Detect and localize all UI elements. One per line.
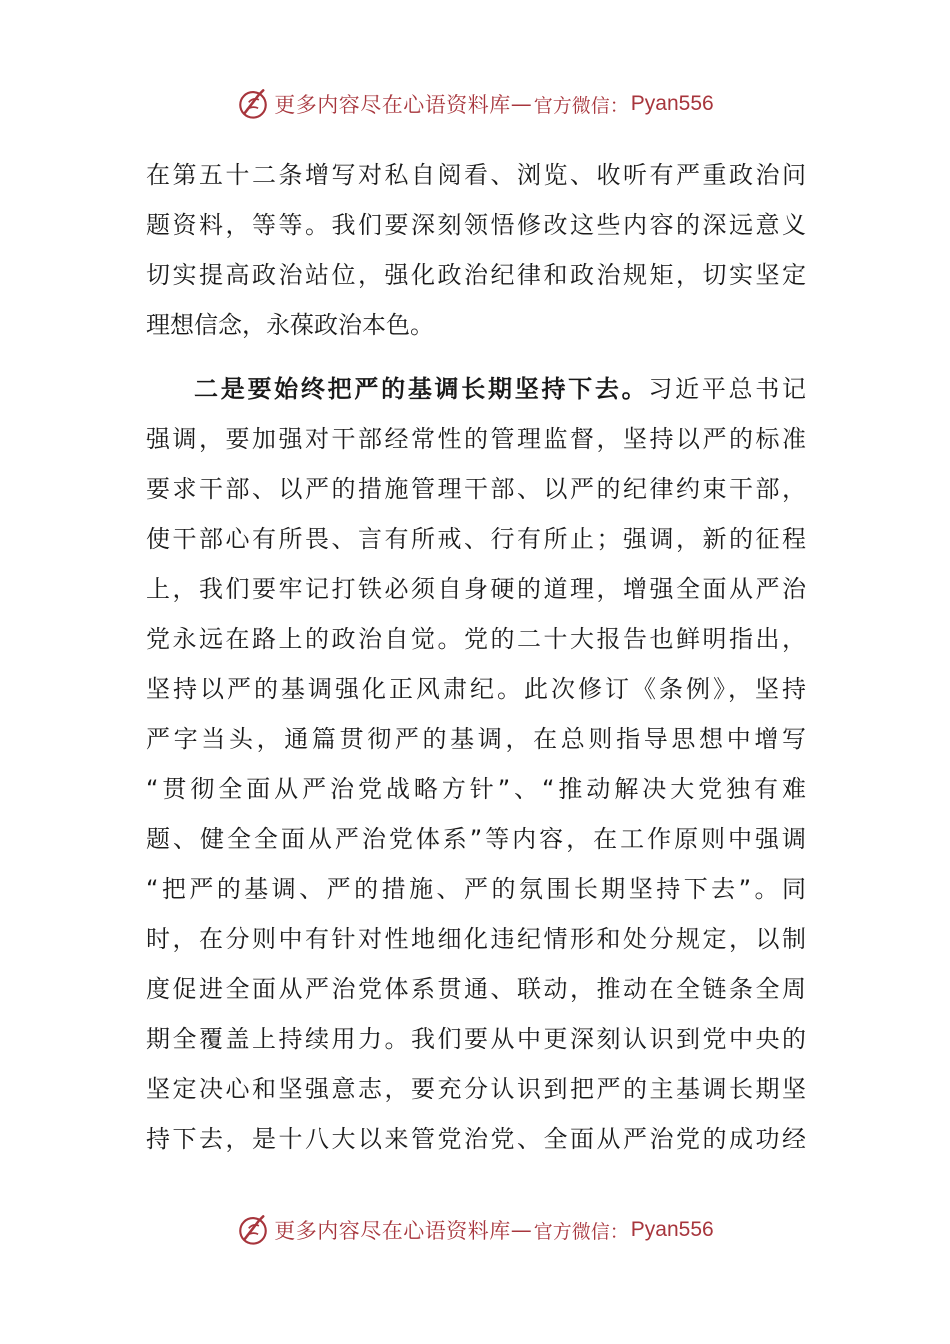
document-body [146, 150, 806, 1164]
footer-title: 更多内容尽在心语资料库 [274, 1219, 511, 1243]
text-line: 持下去，是十八大以来管党治党、全面从严治党的成功经 [146, 1125, 806, 1153]
text-line: 严字当头，通篇贯彻严的基调，在总则指导思想中增写 [146, 725, 806, 753]
footer-banner [0, 1208, 950, 1252]
text-line: 强调，要加强对干部经常性的管理监督，坚持以严的标准 [146, 425, 806, 453]
pen-seal-logo-icon [236, 87, 270, 121]
footer-wechat-label: 官方微信： [533, 1220, 629, 1243]
text-line: 党永远在路上的政治自觉。党的二十大报告也鲜明指出， [146, 625, 806, 653]
text-line: “贯彻全面从严治党战略方针”、“推动解决大党独有难 [146, 775, 806, 803]
header-separator: — [510, 92, 532, 116]
text-line: 在第五十二条增写对私自阅看、浏览、收听有严重政治问 [146, 161, 806, 189]
footer-wechat-id: Pyan556 [630, 1218, 714, 1241]
text-line: 时，在分则中有针对性地细化违纪情形和处分规定，以制 [146, 925, 806, 953]
text-line: 理想信念，永葆政治本色。 [146, 311, 434, 339]
text-line: “把严的基调、严的措施、严的氛围长期坚持下去”。同 [146, 875, 806, 903]
text-line: 要求干部、以严的措施管理干部、以严的纪律约束干部， [146, 475, 806, 503]
pen-seal-logo-icon [236, 1213, 270, 1247]
text-line: 使干部心有所畏、言有所戒、行有所止；强调，新的征程 [146, 525, 806, 553]
text-line: 切实提高政治站位，强化政治纪律和政治规矩，切实坚定 [146, 261, 806, 289]
text-run: 习近平总书记 [648, 375, 807, 403]
text-line: 题资料，等等。我们要深刻领悟修改这些内容的深远意义 [146, 211, 806, 239]
header-wechat-label: 官方微信： [533, 94, 629, 117]
paragraph-2-first-line [146, 364, 806, 414]
section-heading: 二是要始终把严的基调长期坚持下去。 [194, 375, 649, 403]
text-line: 期全覆盖上持续用力。我们要从中更深刻认识到党中央的 [146, 1025, 806, 1053]
paragraph-2 [146, 364, 806, 1164]
text-line: 题、健全全面从严治党体系”等内容，在工作原则中强调 [146, 825, 806, 853]
header-banner [0, 82, 950, 126]
header-wechat-id: Pyan556 [630, 92, 714, 115]
header-title: 更多内容尽在心语资料库 [274, 93, 511, 117]
text-line: 坚持以严的基调强化正风肃纪。此次修订《条例》，坚持 [146, 675, 806, 703]
text-line: 上，我们要牢记打铁必须自身硬的道理，增强全面从严治 [146, 575, 806, 603]
paragraph-1 [146, 150, 806, 350]
footer-separator: — [510, 1218, 532, 1242]
text-line: 坚定决心和坚强意志，要充分认识到把严的主基调长期坚 [146, 1075, 806, 1103]
text-line: 度促进全面从严治党体系贯通、联动，推动在全链条全周 [146, 975, 806, 1003]
